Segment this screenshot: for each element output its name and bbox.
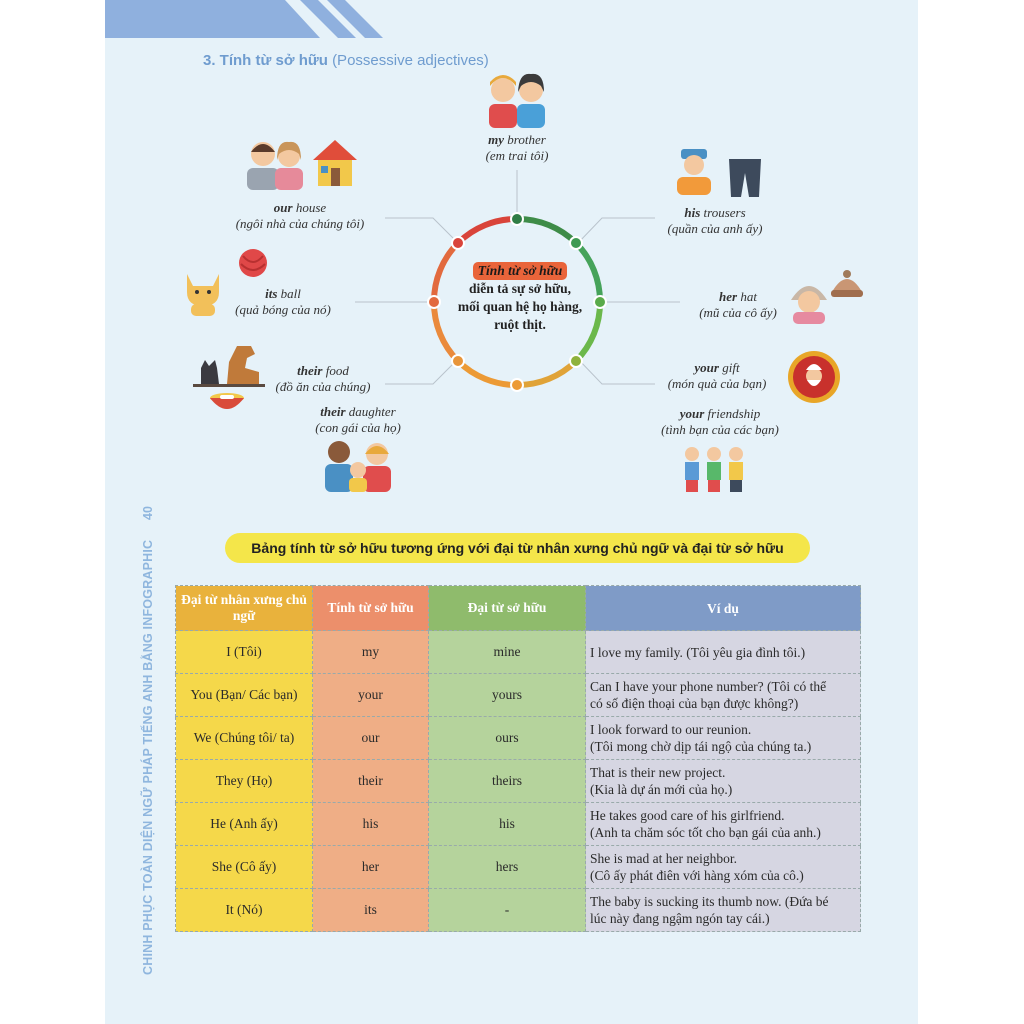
page-number: 40 — [141, 506, 155, 520]
cell-adjective: her — [313, 846, 429, 889]
cell-adjective: your — [313, 674, 429, 717]
cell-example: That is their new project. (Kia là dự án mới của họ.) — [586, 760, 861, 803]
label-your-friendship: your friendship (tình bạn của các bạn) — [661, 406, 779, 437]
cell-subject: We (Chúng tôi/ ta) — [176, 717, 313, 760]
section-title-en: (Possessive adjectives) — [332, 52, 489, 69]
cell-pronoun: hers — [429, 846, 586, 889]
hat-icon — [829, 270, 865, 298]
header-possessive-adjective: Tính từ sở hữu — [313, 586, 429, 631]
center-line-1: diễn tả sự sở hữu, — [468, 281, 572, 296]
cell-pronoun: theirs — [429, 760, 586, 803]
cell-pronoun: - — [429, 889, 586, 932]
table-row — [176, 889, 861, 932]
trousers-icon — [725, 157, 765, 199]
cell-subject: I (Tôi) — [176, 631, 313, 674]
yarn-ball-icon — [235, 248, 271, 280]
table-header-row — [176, 586, 861, 631]
cell-subject: She (Cô ấy) — [176, 846, 313, 889]
cat-icon — [175, 262, 231, 318]
family-icon — [321, 438, 395, 494]
cell-adjective: our — [313, 717, 429, 760]
center-tag: Tính từ sở hữu — [473, 262, 568, 280]
cell-adjective: my — [313, 631, 429, 674]
house-icon — [311, 138, 359, 188]
cell-subject: It (Nó) — [176, 889, 313, 932]
table-title: Bảng tính từ sở hữu tương ứng với đại từ nhân xưng chủ ngữ và đại từ sở hữu — [225, 533, 810, 563]
table-row — [176, 674, 861, 717]
cat-dog-icon — [193, 338, 265, 388]
cell-example: She is mad at her neighbor. (Cô ấy phát điên với hàng xóm của cô.) — [586, 846, 861, 889]
label-our-house: our house (ngôi nhà của chúng tôi) — [235, 200, 365, 231]
book-title-vertical: CHINH PHỤC TOÀN DIỆN NGỮ PHÁP TIẾNG ANH BẰNG INFOGRAPHIC — [141, 539, 155, 975]
label-their-food: their food (đồ ăn của chúng) — [275, 363, 371, 394]
section-title-vi: 3. Tính từ sở hữu — [203, 52, 328, 69]
center-line-2: mối quan hệ họ hàng, — [457, 299, 583, 314]
table-row — [176, 760, 861, 803]
label-my-brother: my brother (em trai tôi) — [485, 132, 549, 163]
cell-pronoun: mine — [429, 631, 586, 674]
label-her-hat: her hat (mũ của cô ấy) — [699, 289, 777, 320]
cell-example: He takes good care of his girlfriend. (Anh ta chăm sóc tốt cho bạn gái của anh.) — [586, 803, 861, 846]
book-page — [105, 0, 918, 1024]
cell-adjective: his — [313, 803, 429, 846]
cell-subject: You (Bạn/ Các bạn) — [176, 674, 313, 717]
label-its-ball: its ball (quả bóng của nó) — [235, 286, 331, 317]
brother-couple-icon — [481, 68, 553, 130]
cell-example: I look forward to our reunion. (Tôi mong chờ dịp tái ngộ của chúng ta.) — [586, 717, 861, 760]
cell-example: I love my family. (Tôi yêu gia đình tôi.) — [586, 631, 861, 674]
cell-example: The baby is sucking its thumb now. (Đứa bé lúc này đang ngậm ngón tay cái.) — [586, 889, 861, 932]
bowl-icon — [208, 390, 246, 414]
girl-hat-icon — [785, 278, 833, 324]
label-their-daughter: their daughter (con gái của họ) — [315, 404, 401, 435]
label-his-trousers: his trousers (quần của anh ấy) — [667, 205, 763, 236]
cell-adjective: its — [313, 889, 429, 932]
header-example: Ví dụ — [586, 586, 861, 631]
center-description — [405, 262, 635, 334]
header-possessive-pronoun: Đại từ sở hữu — [429, 586, 586, 631]
cell-example: Can I have your phone number? (Tôi có thể có số điện thoại của bạn được không?) — [586, 674, 861, 717]
header-subject-pronoun: Đại từ nhân xưng chủ ngữ — [176, 586, 313, 631]
couple-icon — [243, 138, 307, 190]
table-row — [176, 631, 861, 674]
label-your-gift: your gift (món quà của bạn) — [667, 360, 767, 391]
santa-gift-icon — [787, 350, 841, 404]
possessive-table — [175, 585, 861, 932]
table-row — [176, 803, 861, 846]
boy-icon — [671, 147, 717, 197]
cell-pronoun: his — [429, 803, 586, 846]
table-row — [176, 846, 861, 889]
cell-pronoun: ours — [429, 717, 586, 760]
cell-adjective: their — [313, 760, 429, 803]
cell-pronoun: yours — [429, 674, 586, 717]
cell-subject: He (Anh ấy) — [176, 803, 313, 846]
center-line-3: ruột thịt. — [494, 317, 546, 332]
friends-icon — [678, 444, 758, 494]
cell-subject: They (Họ) — [176, 760, 313, 803]
table-row — [176, 717, 861, 760]
